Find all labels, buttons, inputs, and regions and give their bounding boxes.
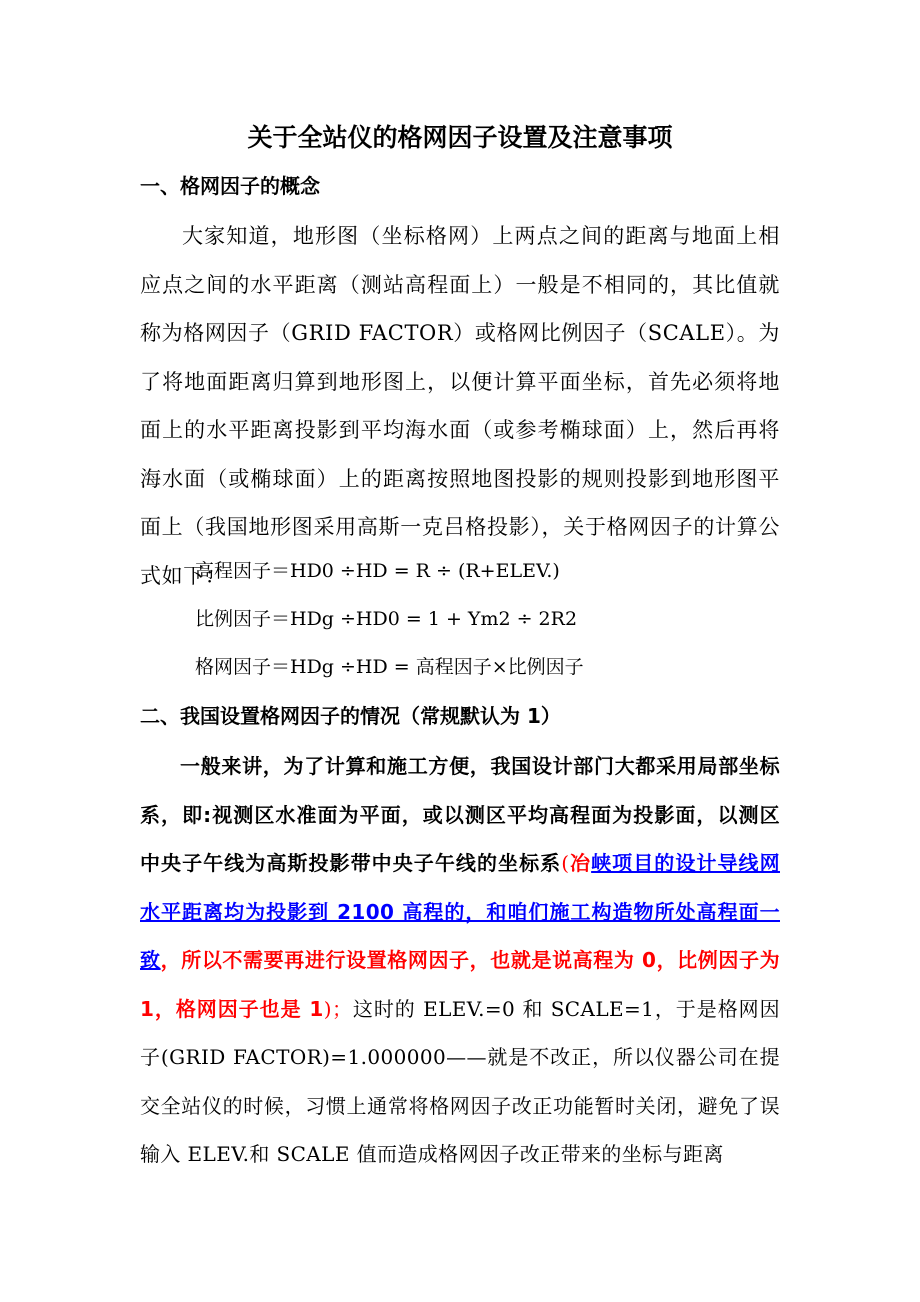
red-open-paren: (: [561, 851, 570, 875]
section2-text-end: 这时的 ELEV.=0 和 SCALE=1，于是格网因子(GRID FACTOR)=1.000000——就是不改正，所以仪器公司在提交全站仪的时候，习惯上通常将格网因子改正功能暂时关闭，避免了误输入 ELEV.和 SCALE 值而造成格网因子改正带来的坐标与距离: [140, 996, 781, 1166]
red-close-paren: ): [323, 996, 332, 1021]
formula-elevation-factor: 高程因子＝HD0 ÷HD = R ÷ (R+ELEV.): [195, 560, 560, 582]
section1-paragraph: 大家知道，地形图（坐标格网）上两点之间的距离与地面上相应点之间的水平距离（测站高程面上）一般是不相同的，其比值就称为格网因子（GRID FACTOR）或格网比例因子（SCALE）。为了将地面距离归算到地形图上，以便计算平面坐标，首先必须将地面上的水平距离投影到平均海水面（或参考椭球面）上，然后再将海水面（或椭球面）上的距离按照地图投影的规则投影到地形图平面上（我国地形图采用高斯一克吕格投影），关于格网因子的计算公式如下：: [140, 224, 780, 588]
blue-underlined-text: 峡项目的设计导线网水平距离均为投影到 2100 高程的，和咱们施工构造物所处高程面一致: [140, 851, 780, 972]
section2-paragraph: [140, 742, 780, 1179]
formula-grid-factor: 格网因子＝HDg ÷HD = 高程因子×比例因子: [195, 656, 584, 678]
red-text-part2: ，所以不需要再进行设置格网因子，也就是说高程为 0，比例因子为 1，格网因子也是 1: [140, 948, 780, 1021]
section2-heading: 二、我国设置格网因子的情况（常规默认为 1）: [140, 704, 561, 728]
red-text-part1: 冶: [569, 851, 592, 875]
document-title: 关于全站仪的格网因子设置及注意事项: [247, 123, 673, 152]
section1-heading: 一、格网因子的概念: [140, 174, 320, 198]
formula-scale-factor: 比例因子＝HDg ÷HD0 = 1 + Ym2 ÷ 2R2: [195, 608, 578, 630]
red-semicolon: ；: [331, 996, 353, 1021]
section2-text-start: 一般来讲，为了计算和施工方便，我国设计部门大都采用局部坐标系，即:视测区水准面为平面，或以测区平均高程面为投影面，以测区中央子午线为高斯投影带中央子午线的坐标系: [140, 754, 780, 875]
